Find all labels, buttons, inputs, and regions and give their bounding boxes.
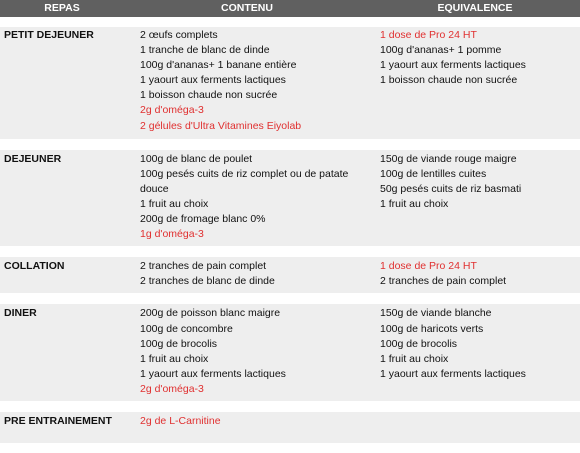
meal-equivalence <box>370 152 580 243</box>
contenu-item: 1g d'oméga-3 <box>140 228 204 241</box>
meal-equivalence <box>370 259 580 289</box>
meal-name: DINER <box>4 307 37 320</box>
equivalence-item: 1 fruit au choix <box>380 197 449 210</box>
spacer <box>0 246 580 257</box>
contenu-item: 1 boisson chaude non sucrée <box>140 89 278 102</box>
table-header <box>0 0 580 17</box>
spacer <box>0 139 580 150</box>
equivalence-item: 100g de brocolis <box>380 337 458 350</box>
equivalence-item: 2 tranches de pain complet <box>380 275 507 288</box>
equivalence-item: 100g d'ananas+ 1 pomme <box>380 44 502 57</box>
contenu-item: 100g de blanc de poulet <box>140 152 253 165</box>
meal-row-dejeuner <box>0 150 580 247</box>
meal-equivalence <box>370 306 580 397</box>
spacer <box>0 17 580 27</box>
meal-contenu <box>130 259 370 289</box>
contenu-item: 100g pesés cuits de riz complet ou de patate douce <box>140 167 349 195</box>
contenu-item: 1 tranche de blanc de dinde <box>140 44 270 57</box>
header-contenu: CONTENU <box>221 2 273 14</box>
meal-row-diner <box>0 304 580 401</box>
contenu-item: 1 yaourt aux ferments lactiques <box>140 367 286 380</box>
meal-name: COLLATION <box>4 260 65 273</box>
equivalence-item: 1 yaourt aux ferments lactiques <box>380 59 526 72</box>
meal-row-petit-dejeuner <box>0 27 580 139</box>
equivalence-item: 1 fruit au choix <box>380 352 449 365</box>
contenu-item: 100g d'ananas+ 1 banane entière <box>140 59 297 72</box>
meal-equivalence <box>370 414 580 429</box>
contenu-item: 2g d'oméga-3 <box>140 382 204 395</box>
contenu-item: 100g de brocolis <box>140 337 218 350</box>
equivalence-item: 1 yaourt aux ferments lactiques <box>380 367 526 380</box>
contenu-item: 200g de fromage blanc 0% <box>140 213 266 226</box>
equivalence-item: 1 dose de Pro 24 HT <box>380 29 477 41</box>
header-repas: REPAS <box>44 2 80 14</box>
meal-name: PETIT DEJEUNER <box>4 29 94 41</box>
equivalence-item: 150g de viande rouge maigre <box>380 152 517 165</box>
equivalence-item: 50g pesés cuits de riz basmati <box>380 182 522 195</box>
contenu-item: 200g de poisson blanc maigre <box>140 307 281 320</box>
contenu-item: 1 fruit au choix <box>140 352 209 365</box>
equivalence-item: 1 dose de Pro 24 HT <box>380 260 477 273</box>
contenu-item: 2 tranches de blanc de dinde <box>140 275 275 288</box>
equivalence-item: 100g de haricots verts <box>380 322 484 335</box>
meal-equivalence <box>370 28 580 134</box>
equivalence-item: 1 boisson chaude non sucrée <box>380 74 518 87</box>
meal-contenu <box>130 152 370 243</box>
contenu-item: 2 tranches de pain complet <box>140 260 267 273</box>
meal-name: DEJEUNER <box>4 152 62 165</box>
meal-contenu <box>130 28 370 134</box>
meal-row-collation <box>0 257 580 293</box>
contenu-item: 100g de concombre <box>140 322 233 335</box>
contenu-item: 2g d'oméga-3 <box>140 104 204 117</box>
equivalence-item: 100g de lentilles cuites <box>380 167 487 180</box>
spacer <box>0 293 580 304</box>
header-equivalence: EQUIVALENCE <box>437 2 513 14</box>
spacer <box>0 401 580 412</box>
contenu-item: 2 gélules d'Ultra Vitamines Eiyolab <box>140 119 302 132</box>
contenu-item: 1 yaourt aux ferments lactiques <box>140 74 286 87</box>
equivalence-item: 150g de viande blanche <box>380 307 492 320</box>
contenu-item: 1 fruit au choix <box>140 197 209 210</box>
meal-row-pre-entrainement <box>0 412 580 443</box>
contenu-item: 2 œufs complets <box>140 29 218 41</box>
meal-name: PRE ENTRAINEMENT <box>4 414 112 427</box>
meal-contenu <box>130 306 370 397</box>
meal-contenu <box>130 414 370 429</box>
contenu-item: 2g de L-Carnitine <box>140 414 221 427</box>
